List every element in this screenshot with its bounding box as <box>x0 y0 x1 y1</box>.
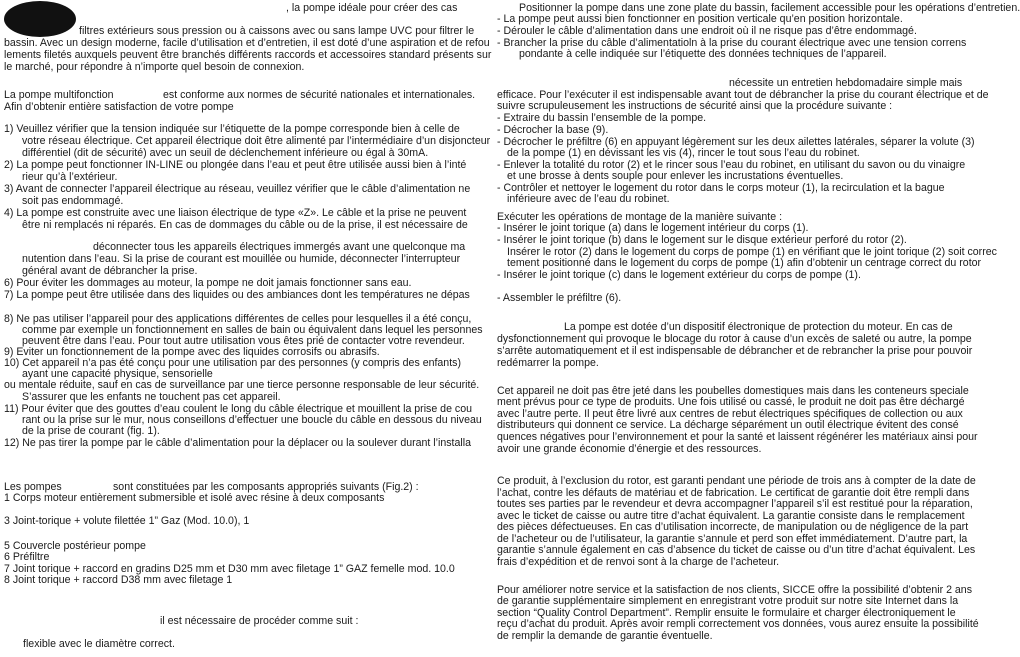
right-text-line: - Assembler le préfiltre (6). <box>497 292 622 304</box>
right-text-line: s’arrête automatiquement et il est indispensable de débrancher et de rebrancher la prise pour pouvoir <box>497 345 973 357</box>
left-text-line: Les pompes <box>4 481 62 493</box>
left-text-line: 7 Joint torique + raccord en gradins D25 mm et D30 mm avec filetage 1” GAZ femelle mod. 10.0 <box>4 563 455 575</box>
right-text-line: reçu d’achat du produit. Après avoir rempli correctement vos données, vous aurez ensuite la possibilité <box>497 618 979 630</box>
right-text-line: Positionner la pompe dans une zone plate du bassin, facilement accessible pour les opérations d’entretien. <box>519 2 1020 14</box>
left-text-line: Afin d’obtenir entière satisfaction de votre pompe <box>4 101 234 113</box>
right-text-line: - Insérer le joint torique (b) dans le logement sur le disque extérieur perforé du rotor (2). <box>497 234 907 246</box>
right-text-line: de garantie supplémentaire simplement en enregistrant votre produit sur notre site Internet dans la <box>497 595 959 607</box>
left-text-line: 6 Préfiltre <box>4 551 50 563</box>
left-text-line: ou mentale réduite, sauf en cas de surveillance par une tierce personne responsable de leur sécurité. <box>4 379 480 391</box>
left-text-line: 8 Joint torique + raccord D38 mm avec filetage 1 <box>4 574 233 586</box>
left-text-line: 1 Corps moteur entièrement submersible et isolé avec résine à deux composants <box>4 492 385 504</box>
right-text-line: pondante à celle indiquée sur l’étiquette des données techniques de l’appareil. <box>519 48 887 60</box>
left-text-line: filtres extérieurs sous pression ou à caissons avec ou sans lampe UVC pour filtrer le <box>79 25 475 37</box>
right-text-line: - Brancher la prise du câble d’alimentatioln à la prise du courant électrique avec une tension correns <box>497 37 967 49</box>
left-text-line: 2) La pompe peut fonctionner IN-LINE ou plongée dans l’eau et peut être utilisée aussi bien à l’inté <box>4 159 467 171</box>
left-text-line: 4) La pompe est construite avec une liaison électrique de type «Z». Le câble et la prise ne peuvent <box>4 207 467 219</box>
right-text-line: section “Quality Control Department”. Remplir ensuite le formulaire et charger électroniquement le <box>497 607 956 619</box>
right-text-line: suivre scrupuleusement les instructions de sécurité ainsi que la procédure suivante : <box>497 100 893 112</box>
left-text-line: 9) Eviter un fonctionnement de la pompe avec des liquides corrosifs ou abrasifs. <box>4 346 380 358</box>
right-text-line: garantie s’annule également en cas d’absence du ticket de caisse ou d’un titre d’achat équivalent. Les <box>497 544 976 556</box>
left-text-line: rant ou la prise sur le mur, nous conseillons d’effectuer une boucle du câble en dessous du niveau <box>22 414 482 426</box>
black-logo-shape <box>4 1 76 37</box>
left-text-line: lements filetés auxquels peuvent être branchés différents raccords et accessoires standard présents sur <box>4 49 492 61</box>
right-text-line: toutes ses parties par le revendeur et devra accompagner l’appareil s’il est restitué pour la réparation, <box>497 498 973 510</box>
left-text-line: flexible avec le diamètre correct. <box>23 638 175 650</box>
left-text-line: S’assurer que les enfants ne touchent pas cet appareil. <box>22 391 281 403</box>
left-text-line: 8) Ne pas utiliser l’appareil pour des applications différentes de celles pour lesquelles il a été conçu, <box>4 313 472 325</box>
right-text-line: efficace. Pour l’exécuter il est indispensable avant tout de débrancher la prise du courant électrique et de <box>497 89 989 101</box>
left-text-line: rieur qu’à l’extérieur. <box>22 171 118 183</box>
right-text-line: - Décrocher la base (9). <box>497 124 609 136</box>
right-text-line: dysfonctionnement qui provoque le blocage du rotor à cause d’un excès de saleté ou autre, la pompe <box>497 333 972 345</box>
right-text-line: - Contrôler et nettoyer le logement du rotor dans le corps moteur (1), la recirculation et la bague <box>497 182 945 194</box>
left-text-line: La pompe multifonction <box>4 89 114 101</box>
left-text-line: différentiel (dit de sécurité) avec un seuil de déclenchement inférieure ou égal à 30mA. <box>22 147 429 159</box>
left-text-line: comme par exemple un fonctionnement en salles de bain ou équivalent dans lequel les personnes <box>22 324 483 336</box>
left-text-line: le marché, pour répondre à n’importe quel besoin de connexion. <box>4 61 305 73</box>
right-text-line: - Insérer le joint torique (a) dans le logement intérieur du corps (1). <box>497 222 809 234</box>
right-text-line: Exécuter les opérations de montage de la manière suivante : <box>497 211 783 223</box>
right-text-line: Pour améliorer notre service et la satisfaction de nos clients, SICCE offre la possibilité d’obtenir 2 ans <box>497 584 972 596</box>
right-text-line: inférieure avec de l’eau du robinet. <box>507 193 670 205</box>
right-text-line: tement positionné dans le logement du corps de pompe (1) afin d’obtenir un centrage correct du rotor <box>507 257 982 269</box>
right-text-line: de remplir la demande de garantie éventuelle. <box>497 630 713 642</box>
right-text-line: redémarrer la pompe. <box>497 357 599 369</box>
left-text-line: peuvent être dans l’eau. Pour tout autre utilisation vous êtes prié de contacter votre revendeur. <box>22 335 465 347</box>
left-text-line: général avant de débrancher la prise. <box>22 265 198 277</box>
left-text-line: 5 Couvercle postérieur pompe <box>4 540 146 552</box>
left-text-line: de la prise de courant (fig. 1). <box>22 425 160 437</box>
right-text-line: de la pompe (1) en dévissant les vis (4), rincer le tout sous l’eau du robinet. <box>507 147 860 159</box>
right-text-line: nécessite un entretien hebdomadaire simple mais <box>729 77 963 89</box>
right-text-line: - Enlever la totalité du rotor (2) et le rincer sous l’eau du robinet, en utilisant du savon ou du vinaigre <box>497 159 966 171</box>
right-text-line: ment prévus pour ce type de produits. Une fois utilisé ou cassé, le produit ne doit pas être déchargé <box>497 396 965 408</box>
right-text-line: frais d’expédition et de renvoi sont à la charge de l’acheteur. <box>497 556 780 568</box>
left-text-line: déconnecter tous les appareils électriques immergés avant une quelconque ma <box>93 241 466 253</box>
right-text-line: distributeurs qui donnent ce service. La décharge séparément un outil électrique évitent des consé <box>497 419 959 431</box>
right-text-line: La pompe est dotée d’un dispositif électronique de protection du moteur. En cas de <box>564 321 953 333</box>
left-text-line: nutention dans l’eau. Si la prise de courant est mouillée ou humide, déconnecter l’interrupteur <box>22 253 461 265</box>
right-text-line: l’achat, contre les défauts de matériau et de fabrication. Le certificat de garantie doit être rempli dans <box>497 487 970 499</box>
left-text-line: votre réseau électrique. Cet appareil électrique doit être alimenté par l’intermédiaire d’un disjoncteur <box>22 135 491 147</box>
left-text-line: soit pas endommagé. <box>22 195 124 207</box>
right-text-line: de l’acheteur ou de l’utilisateur, la garantie s’annule et perd son effet immédiatement. D’autre part, la <box>497 533 968 545</box>
left-text-line: 1) Veuillez vérifier que la tension indiquée sur l’étiquette de la pompe corresponde bien à celle de <box>4 123 460 135</box>
left-text-line: 11) Pour éviter que des gouttes d’eau coulent le long du câble électrique et mouillent la prise de cou <box>4 403 472 415</box>
left-text-line: être ni remplacés ni réparés. En cas de dommages du câble ou de la prise, il est nécessaire de <box>22 219 468 231</box>
left-text-line: est conforme aux normes de sécurité nationales et internationales. <box>163 89 476 101</box>
right-text-line: - Décrocher le préfiltre (6) en appuyant légèrement sur les deux ailettes latérales, séparer la volute (3) <box>497 136 975 148</box>
right-text-line: Ce produit, à l’exclusion du rotor, est garanti pendant une période de trois ans à compter de la date de <box>497 475 976 487</box>
right-text-line: Cet appareil ne doit pas être jeté dans les poubelles domestiques mais dans les conteneurs speciale <box>497 385 969 397</box>
right-text-line: avoir une grande économie d’énergie et des ressources. <box>497 443 762 455</box>
left-text-line: 12) Ne pas tirer la pompe par le câble d’alimentation pour la déplacer ou la soulever durant l’installa <box>4 437 471 449</box>
right-text-line: Insérer le rotor (2) dans le logement du corps de pompe (1) en vérifiant que le joint torique (2) soit correc <box>507 246 997 258</box>
left-text-line: 7) La pompe peut être utilisée dans des liquides ou des ambiances dont les températures ne dépas <box>4 289 470 301</box>
left-text-line: bassin. Avec un design moderne, facile d’utilisation et d’entretien, il est doté d’une aspiration et de refou <box>4 37 490 49</box>
left-text-line: 6) Pour éviter les dommages au moteur, la pompe ne doit jamais fonctionner sans eau. <box>4 277 412 289</box>
left-text-line: 10) Cet appareil n’a pas été conçu pour une utilisation par des personnes (y compris des enfants) <box>4 357 461 369</box>
right-text-line: - Insérer le joint torique (c) dans le logement extérieur du corps de pompe (1). <box>497 269 861 281</box>
right-text-line: quences négatives pour l’environnement et pour la santé et laissent régénérer les matériaux ainsi pour <box>497 431 978 443</box>
right-text-line: avec le ticket de caisse ou autre titre d’achat équivalent. La garantie consiste dans le remplacement <box>497 510 965 522</box>
right-text-line: - Dérouler le câble d’alimentation dans une endroit où il ne risque pas d’être endommagé. <box>497 25 917 37</box>
right-text-line: - Extraire du bassin l’ensemble de la pompe. <box>497 112 707 124</box>
left-text-line: 3 Joint-torique + volute filettée 1” Gaz (Mod. 10.0), 1 <box>4 515 250 527</box>
right-text-line: et une brosse à dents souple pour enlever les incrustations éventuelles. <box>507 170 844 182</box>
left-text-line: ayant une capacité physique, sensorielle <box>22 368 213 380</box>
left-text-line: , la pompe idéale pour créer des cas <box>286 2 458 14</box>
left-text-line: sont constituées par les composants appropriés suivants (Fig.2) : <box>113 481 419 493</box>
right-text-line: avec l’autre perte. Il peut être livré aux centres de rebut électriques spécifiques de collection ou aux <box>497 408 963 420</box>
right-text-line: - La pompe peut aussi bien fonctionner en position verticale qu’en position horizontale. <box>497 13 903 25</box>
right-text-line: des pièces défectueuses. En cas d’utilisation incorrecte, de manipulation ou de négligence de la part <box>497 521 969 533</box>
left-text-line: 3) Avant de connecter l’appareil électrique au réseau, veuillez vérifier que le câble d’alimentation ne <box>4 183 471 195</box>
left-text-line: il est nécessaire de procéder comme suit : <box>160 615 359 627</box>
